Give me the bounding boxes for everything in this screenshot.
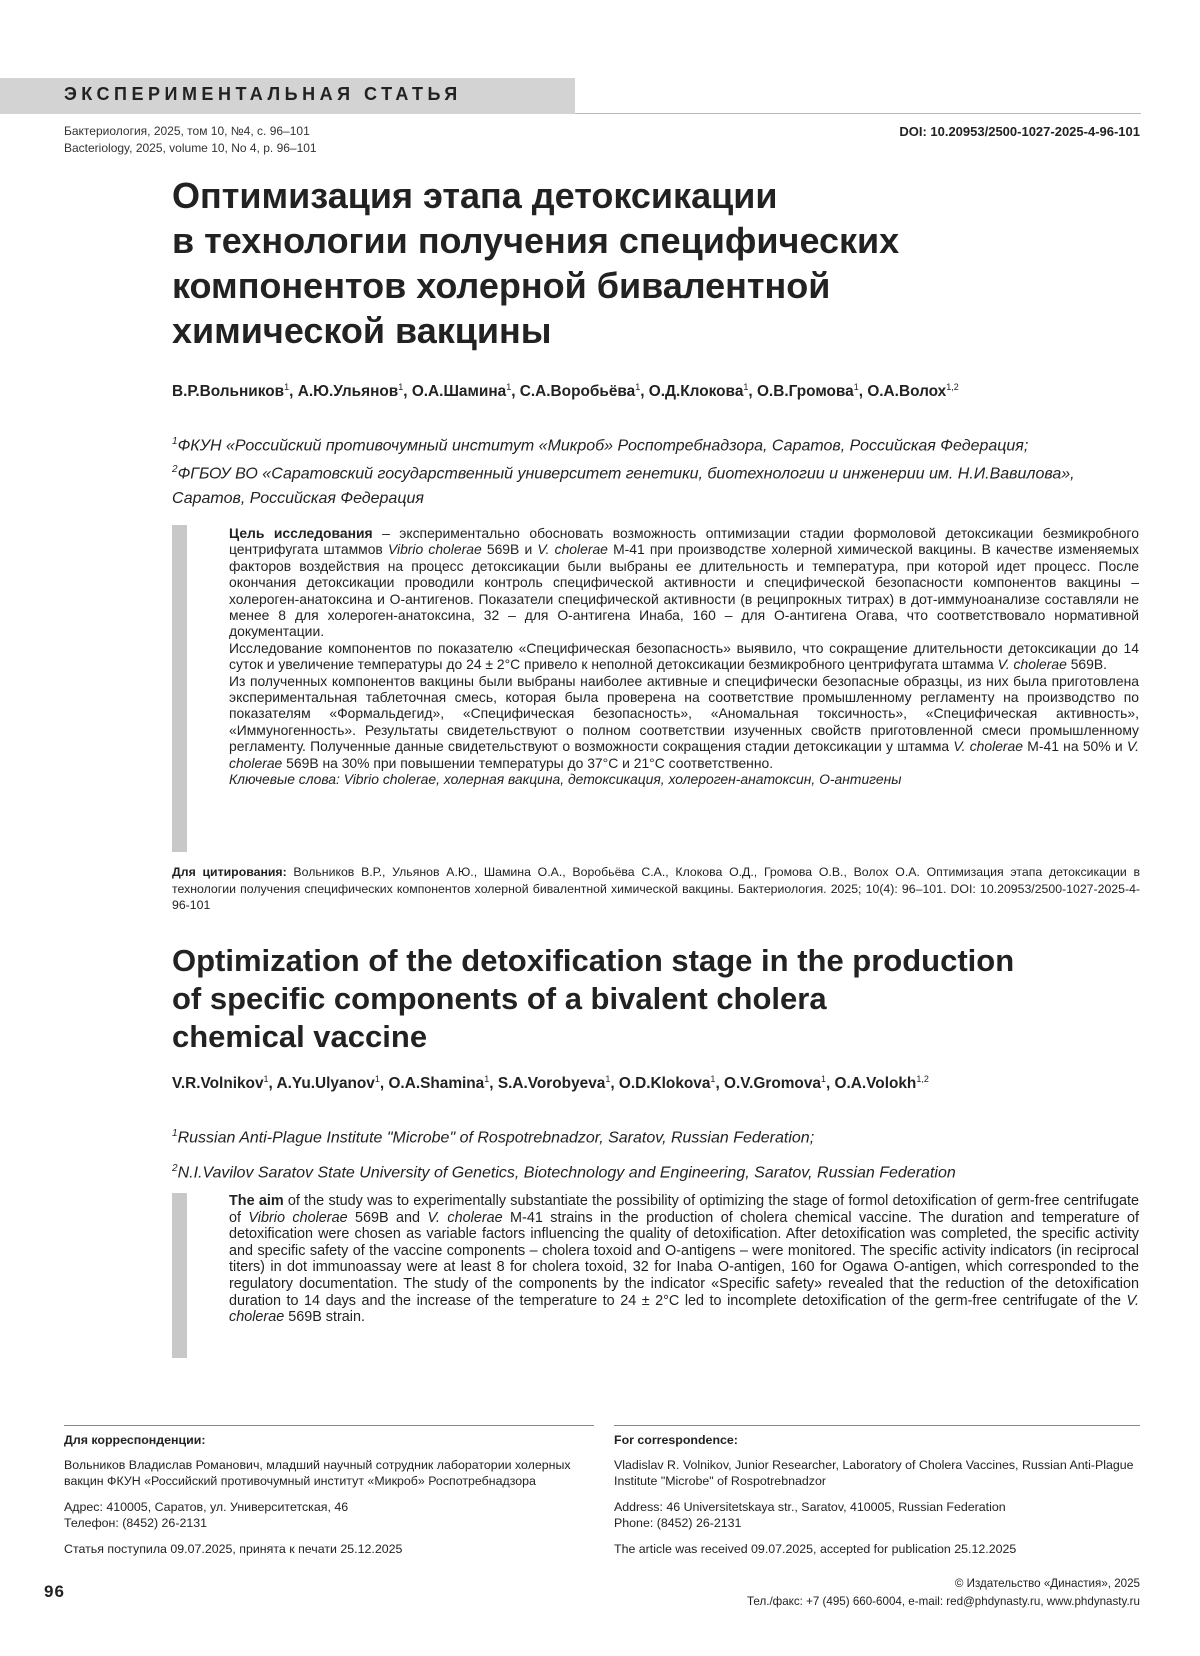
article-dates: The article was received 09.07.2025, accepted for publication 25.12.2025 — [614, 1541, 1017, 1556]
author: О.В.Громова — [756, 383, 854, 401]
journal-info — [64, 123, 317, 157]
affiliation: $^1$Russian Anti-Plague Institute "Microbe" of Rospotrebnadzor, Saratov, Russian Federation; — [172, 1128, 815, 1147]
correspondence-ru — [64, 1432, 589, 1558]
correspondence-phone: Телефон: (8452) 26-2131 — [64, 1516, 208, 1531]
correspondence-rule-en — [614, 1425, 1140, 1426]
correspondence-person: Вольников Владислав Романович, младший научный сотрудник лаборатории холерных вакцин ФКУН «Российский противочумный институт «Микроб» Роспотребнадзора — [64, 1457, 571, 1489]
title-ru-line: Оптимизация этапа детоксикации — [172, 175, 778, 216]
author-affiliation: 1 — [635, 382, 641, 392]
correspondence-en — [614, 1432, 1140, 1558]
section-label: ЭКСПЕРИМЕНТАЛЬНАЯ СТАТЬЯ — [64, 84, 462, 104]
title-en-line: Optimization of the detoxification stage in the production — [172, 943, 1015, 978]
author-affiliation: 1 — [710, 1074, 716, 1084]
author-affiliation: 1 — [853, 382, 859, 392]
correspondence-address: Address: 46 Universitetskaya str., Saratov, 410005, Russian Federation — [614, 1499, 1006, 1514]
author-affiliation: 1 — [743, 382, 749, 392]
author-affiliation: 1 — [263, 1074, 269, 1084]
copyright: © Издательство «Династия», 2025 — [954, 1577, 1140, 1590]
affiliations-en — [172, 1118, 1152, 1189]
author: O.D.Klokova — [618, 1075, 711, 1093]
authors-en: V.R.Volnikov$^1$, A.Yu.Ulyanov$^1$, O.A.Shamina$^1$, S.A.Vorobyeva$^1$, O.D.Klokova$^1$, O.V.Gromova$^1$, O.A.Volokh$^{1,2}$ — [172, 1074, 929, 1093]
abstract-en-bar — [172, 1193, 187, 1358]
keywords: Ключевые слова: Vibrio cholerae, холерная вакцина, детоксикация, холероген-анатоксин, О-антигены — [229, 771, 902, 788]
author: O.A.Volokh — [834, 1075, 917, 1093]
author-affiliation: 1 — [484, 1074, 490, 1084]
abstract-paragraph: Цель исследования – экспериментально обосновать возможность оптимизации стадии формоловой детоксикации безмикробного центрифугата штаммов Vibrio cholerae 569В и V. cholerae М-41 при производстве холерной химической вакцины. В качестве изменяемых факторов воздействия на процесс детоксикации были выбраны ее длительность и температура, при которой идет процесс. После окончания детоксикации проводили контроль специфической активности и специфической безопасности компонентов вакцины – холероген-анатоксина и О-антигенов. Показатели специфической активности (в реципрокных титрах) в дот-иммуноанализе составляли не менее 8 для холероген-анатоксина, 32 – для О-антигена Инаба, 160 – для О-антигена Огава, что соответствовало нормативной документации. — [229, 525, 1140, 640]
correspondence-rule-ru — [64, 1425, 594, 1426]
author-affiliation: 1,2 — [916, 1074, 929, 1084]
abstract-ru-bar — [172, 525, 187, 852]
author-affiliation: 1 — [506, 382, 512, 392]
author: В.Р.Вольников — [172, 383, 285, 401]
title-ru-line: химической вакцины — [172, 310, 552, 351]
author: О.А.Волох — [867, 383, 947, 401]
header-rule — [575, 113, 1141, 114]
author: А.Ю.Ульянов — [297, 383, 399, 401]
author: V.R.Volnikov — [172, 1075, 264, 1093]
authors-ru: В.Р.Вольников$^1$, А.Ю.Ульянов$^1$, О.А.Шамина$^1$, С.А.Воробьёва$^1$, О.Д.Клокова$^1$, О.В.Громова$^1$, О.А.Волох$^{1,2}$ — [172, 382, 959, 401]
publisher-contacts[interactable]: Тел./факс: +7 (495) 660-6004, e-mail: red@phdynasty.ru, www.phdynasty.ru — [746, 1595, 1140, 1608]
journal-en: Bacteriology, 2025, volume 10, No 4, p. 96–101 — [64, 141, 317, 155]
author: О.А.Шамина — [411, 383, 507, 401]
correspondence-heading: Для корреспонденции: — [64, 1433, 206, 1447]
title-ru-line: компонентов холерной бивалентной — [172, 265, 831, 306]
correspondence-address: Адрес: 410005, Саратов, ул. Университетская, 46 — [64, 1499, 349, 1514]
title-en-line: of specific components of a bivalent cholera — [172, 981, 827, 1016]
author-affiliation: 1,2 — [946, 382, 959, 392]
abstract-en — [229, 1193, 1139, 1326]
author-affiliation: 1 — [398, 382, 404, 392]
author: A.Yu.Ulyanov — [276, 1075, 375, 1093]
abstract-paragraph: Исследование компонентов по показателю «Специфическая безопасность» выявило, что сокращение длительности детоксикации до 14 суток и увеличение температуры до 24 ± 2°С привело к неполной детоксикации безмикробного центрифугата штамма V. cholerae 569В. — [229, 639, 1139, 673]
correspondence-phone: Phone: (8452) 26-2131 — [614, 1516, 742, 1531]
title-en-line: chemical vaccine — [172, 1019, 428, 1054]
abstract-ru — [229, 525, 1139, 788]
title-ru — [172, 173, 1122, 353]
affiliation: $^2$N.I.Vavilov Saratov State University of Genetics, Biotechnology and Engineering, Saratov, Russian Federation — [172, 1163, 956, 1182]
page-number: 96 — [44, 1582, 65, 1601]
citation: Для цитирования: Вольников В.Р., Ульянов А.Ю., Шамина О.А., Воробьёва С.А., Клокова О.Д., Громова О.В., Волох О.А. Оптимизация этапа детоксикации в технологии получения специфических компонентов холерной бивалентной химической вакцины. Бактериология. 2025; 10(4): 96–101. DOI: 10.20953/2500-1027-2025-4-96-101 — [172, 865, 1140, 912]
affiliation: $^1$ФКУН «Российский противочумный институт «Микроб» Роспотребнадзора, Саратов, Российская Федерация; — [172, 436, 1029, 455]
author-affiliation: 1 — [820, 1074, 826, 1084]
author-affiliation: 1 — [605, 1074, 611, 1084]
author-affiliation: 1 — [284, 382, 290, 392]
author-affiliation: 1 — [374, 1074, 380, 1084]
author: O.V.Gromova — [724, 1075, 821, 1093]
correspondence-heading: For correspondence: — [614, 1433, 738, 1447]
affiliation: $^2$ФГБОУ ВО «Саратовский государственный университет генетики, биотехнологии и инженерии им. Н.И.Вавилова», Саратов, Российская Федерация — [172, 464, 1075, 507]
author: S.A.Vorobyeva — [497, 1075, 606, 1093]
author: O.A.Shamina — [388, 1075, 485, 1093]
correspondence-person: Vladislav R. Volnikov, Junior Researcher, Laboratory of Cholera Vaccines, Russian Anti-Plague Institute "Microbe" of Rospotrebnadzor — [614, 1457, 1134, 1489]
affiliations-ru — [172, 430, 1152, 511]
author: О.Д.Клокова — [648, 383, 744, 401]
title-ru-line: в технологии получения специфических — [172, 220, 900, 261]
author: С.А.Воробьёва — [519, 383, 636, 401]
abstract-paragraph: Из полученных компонентов вакцины были выбраны наиболее активные и специфически безопасные образцы, из них была приготовлена экспериментальная таблеточная смесь, которая была проверена на соответствие промышленному регламенту на производство по показателям «Формальдегид», «Специфическая безопасность», «Аномальная токсичность», «Специфическая активность», «Иммуногенность». Результаты свидетельствуют о полном соответствии изученных свойств приготовленной смеси промышленному регламенту. Полученные данные свидетельствуют о возможности сокращения стадии детоксикации у штамма V. cholerae М-41 на 50% и V. cholerae 569В на 30% при повышении температуры до 37°С и 21°С соответственно. — [229, 672, 1139, 771]
article-dates: Статья поступила 09.07.2025, принята к печати 25.12.2025 — [64, 1541, 403, 1556]
journal-ru: Бактериология, 2025, том 10, №4, с. 96–101 — [64, 124, 310, 138]
doi-link[interactable]: DOI: 10.20953/2500-1027-2025-4-96-101 — [899, 124, 1140, 139]
publisher-info — [747, 1575, 1140, 1611]
title-en — [172, 942, 1122, 1056]
abstract-paragraph: The aim of the study was to experimentally substantiate the possibility of optimizing the stage of formol detoxification of germ-free centrifugate of Vibrio cholerae 569B and V. cholerae M-41 strains in the production of cholera chemical vaccine. The duration and temperature of detoxification were chosen as variable factors influencing the quality of detoxification. After detoxification was completed, the specific activity and specific safety of the vaccine components – cholera toxoid and O-antigens – were monitored. The specific activity indicators (in reciprocal titers) in dot immunoassay were at least 8 for cholera toxoid, 32 for Inaba O-antigen, 160 for Ogawa O-antigen, which corresponded to the regulatory documentation. The study of the components by the indicator «Specific safety» revealed that the reduction of the detoxification duration to 14 days and the increase of the temperature to 24 ± 2°C led to incomplete detoxification of the germ-free centrifugate of the V. cholerae 569B strain. — [229, 1193, 1139, 1326]
